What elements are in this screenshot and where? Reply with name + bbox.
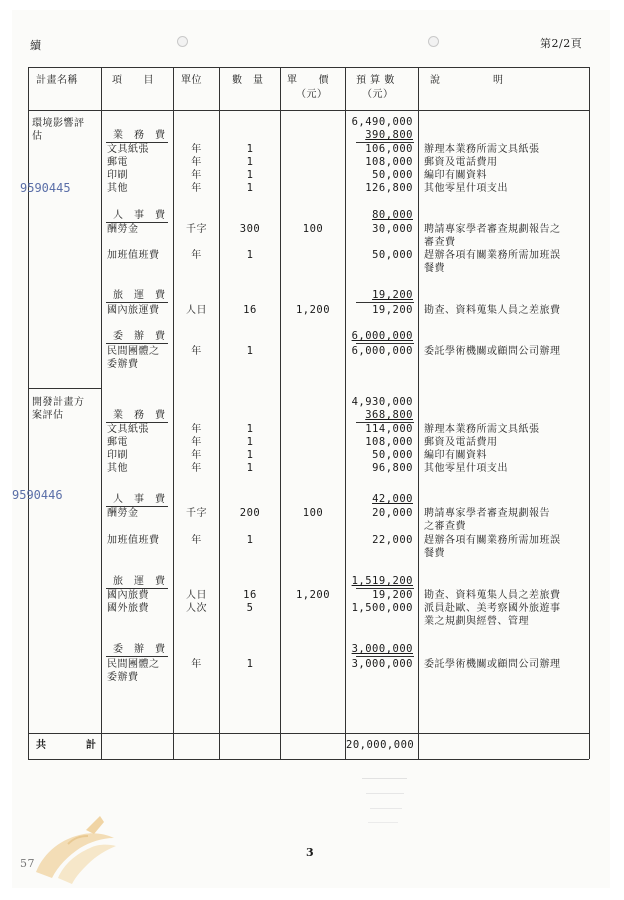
line-item: 郵電 <box>107 157 128 168</box>
amount: 126,800 <box>365 182 413 194</box>
unit-price: 1,200 <box>295 304 331 316</box>
group-total: 390,800 <box>365 129 413 141</box>
line-item: 委辦費 <box>107 672 139 683</box>
amount: 1,500,000 <box>351 602 413 614</box>
approval-stamp: 9590445 <box>20 181 71 195</box>
watermark-logo <box>28 808 126 888</box>
unit: 人日 <box>186 305 207 316</box>
grand-total-label: 共 <box>36 740 47 751</box>
amount: 19,200 <box>372 304 413 316</box>
quantity: 16 <box>243 304 257 316</box>
description: 聘請專家學者審查規劃報告 <box>424 508 550 519</box>
group-label: 委 辦 費 <box>113 331 166 342</box>
quantity: 1 <box>246 345 254 357</box>
quantity: 1 <box>246 182 254 194</box>
description: 其他零星什項支出 <box>424 183 508 194</box>
col-description: 說 明 <box>430 75 504 86</box>
amount: 106,000 <box>365 143 413 155</box>
group-label: 旅 運 費 <box>113 290 166 301</box>
amount: 22,000 <box>372 534 413 546</box>
group-total: 6,000,000 <box>351 330 413 342</box>
quantity: 16 <box>243 589 257 601</box>
col-quantity: 數 量 <box>232 75 264 86</box>
quantity: 5 <box>246 602 254 614</box>
unit: 年 <box>191 535 202 546</box>
amount: 108,000 <box>365 436 413 448</box>
group-label: 業 務 費 <box>113 410 166 421</box>
description: 辦理本業務所需文具紙張 <box>424 424 540 435</box>
line-item: 國內旅運費 <box>107 305 160 316</box>
unit: 年 <box>191 157 202 168</box>
unit: 人次 <box>186 603 207 614</box>
amount: 20,000 <box>372 507 413 519</box>
line-item: 郵電 <box>107 437 128 448</box>
margin-note: 57 <box>20 857 35 870</box>
description: 郵資及電話費用 <box>424 157 498 168</box>
quantity: 1 <box>246 534 254 546</box>
quantity: 1 <box>246 462 254 474</box>
line-item: 國內旅費 <box>107 590 149 601</box>
col-plan-name: 計畫名稱 <box>36 75 78 86</box>
unit: 年 <box>191 450 202 461</box>
punch-hole <box>177 36 188 47</box>
amount: 108,000 <box>365 156 413 168</box>
plan-name: 環境影響評 <box>32 118 85 129</box>
col-item: 項 目 <box>112 75 154 86</box>
line-item: 酬勞金 <box>107 508 139 519</box>
description: 勘查、資料蒐集人員之差旅費 <box>424 590 561 601</box>
unit: 年 <box>191 144 202 155</box>
line-item: 委辦費 <box>107 359 139 370</box>
group-total: 368,800 <box>365 409 413 421</box>
quantity: 1 <box>246 156 254 168</box>
col-budget: 預 算 數 <box>356 75 395 86</box>
amount: 3,000,000 <box>351 658 413 670</box>
quantity: 1 <box>246 436 254 448</box>
line-item: 印刷 <box>107 170 128 181</box>
continued-mark: 續 <box>30 39 42 52</box>
description: 餐費 <box>424 263 445 274</box>
grand-total: 20,000,000 <box>346 739 415 751</box>
description: 趕辦各項有關業務所需加班誤 <box>424 535 561 546</box>
description: 辦理本業務所需文具紙張 <box>424 144 540 155</box>
quantity: 1 <box>246 143 254 155</box>
unit: 年 <box>191 437 202 448</box>
quantity: 1 <box>246 423 254 435</box>
group-total: 42,000 <box>372 493 413 505</box>
amount: 30,000 <box>372 223 413 235</box>
group-label: 委 辦 費 <box>113 644 166 655</box>
col-unit: 單位 <box>181 75 202 86</box>
amount: 50,000 <box>372 169 413 181</box>
description: 餐費 <box>424 548 445 559</box>
col-unit-price: 單 價 <box>287 75 329 86</box>
line-item: 民間團體之 <box>107 346 160 357</box>
grand-total-label: 計 <box>86 740 97 751</box>
col-budget-unit: （元） <box>362 89 394 100</box>
description: 業之規劃與經營、管理 <box>424 616 529 627</box>
page-indicator: 第2/2頁 <box>540 37 583 50</box>
description: 委託學術機關或顧問公司辦理 <box>424 346 561 357</box>
unit: 年 <box>191 170 202 181</box>
col-unit-price-unit: （元） <box>296 89 328 100</box>
unit: 年 <box>191 346 202 357</box>
description: 委託學術機關或顧問公司辦理 <box>424 659 561 670</box>
line-item: 酬勞金 <box>107 224 139 235</box>
section-total: 4,930,000 <box>351 396 413 408</box>
description: 派員赴歐、美考察國外旅遊事 <box>424 603 561 614</box>
description: 其他零星什項支出 <box>424 463 508 474</box>
page-number: 3 <box>306 846 315 859</box>
unit: 年 <box>191 183 202 194</box>
description: 編印有關資料 <box>424 170 487 181</box>
quantity: 300 <box>239 223 261 235</box>
description: 聘請專家學者審查規劃報告之 <box>424 224 561 235</box>
unit: 年 <box>191 424 202 435</box>
description: 審查費 <box>424 237 456 248</box>
line-item: 民間團體之 <box>107 659 160 670</box>
line-item: 國外旅費 <box>107 603 149 614</box>
amount: 50,000 <box>372 449 413 461</box>
unit: 年 <box>191 659 202 670</box>
punch-hole <box>428 36 439 47</box>
unit: 年 <box>191 463 202 474</box>
unit-price: 1,200 <box>295 589 331 601</box>
amount: 50,000 <box>372 249 413 261</box>
quantity: 200 <box>239 507 261 519</box>
amount: 96,800 <box>372 462 413 474</box>
line-item: 加班值班費 <box>107 535 160 546</box>
plan-name: 估 <box>32 131 43 142</box>
group-label: 業 務 費 <box>113 130 166 141</box>
description: 編印有關資料 <box>424 450 487 461</box>
group-label: 旅 運 費 <box>113 576 166 587</box>
line-item: 加班值班費 <box>107 250 160 261</box>
description: 趕辦各項有關業務所需加班誤 <box>424 250 561 261</box>
unit-price: 100 <box>302 223 324 235</box>
group-total: 1,519,200 <box>351 575 413 587</box>
line-item: 文具紙張 <box>107 424 149 435</box>
group-label: 人 事 費 <box>113 494 166 505</box>
quantity: 1 <box>246 449 254 461</box>
unit: 千字 <box>186 224 207 235</box>
section-total: 6,490,000 <box>351 116 413 128</box>
unit: 千字 <box>186 508 207 519</box>
amount: 114,000 <box>365 423 413 435</box>
approval-stamp: 9590446 <box>12 488 63 502</box>
line-item: 其他 <box>107 463 128 474</box>
quantity: 1 <box>246 658 254 670</box>
amount: 6,000,000 <box>351 345 413 357</box>
plan-name: 案評估 <box>32 410 64 421</box>
group-total: 80,000 <box>372 209 413 221</box>
description: 勘查、資料蒐集人員之差旅費 <box>424 305 561 316</box>
line-item: 印刷 <box>107 450 128 461</box>
amount: 19,200 <box>372 589 413 601</box>
description: 之審查費 <box>424 521 466 532</box>
group-total: 19,200 <box>372 289 413 301</box>
unit: 年 <box>191 250 202 261</box>
quantity: 1 <box>246 169 254 181</box>
group-label: 人 事 費 <box>113 210 166 221</box>
line-item: 其他 <box>107 183 128 194</box>
description: 郵資及電話費用 <box>424 437 498 448</box>
quantity: 1 <box>246 249 254 261</box>
unit-price: 100 <box>302 507 324 519</box>
plan-name: 開發計畫方 <box>32 397 85 408</box>
group-total: 3,000,000 <box>351 643 413 655</box>
unit: 人日 <box>186 590 207 601</box>
line-item: 文具紙張 <box>107 144 149 155</box>
